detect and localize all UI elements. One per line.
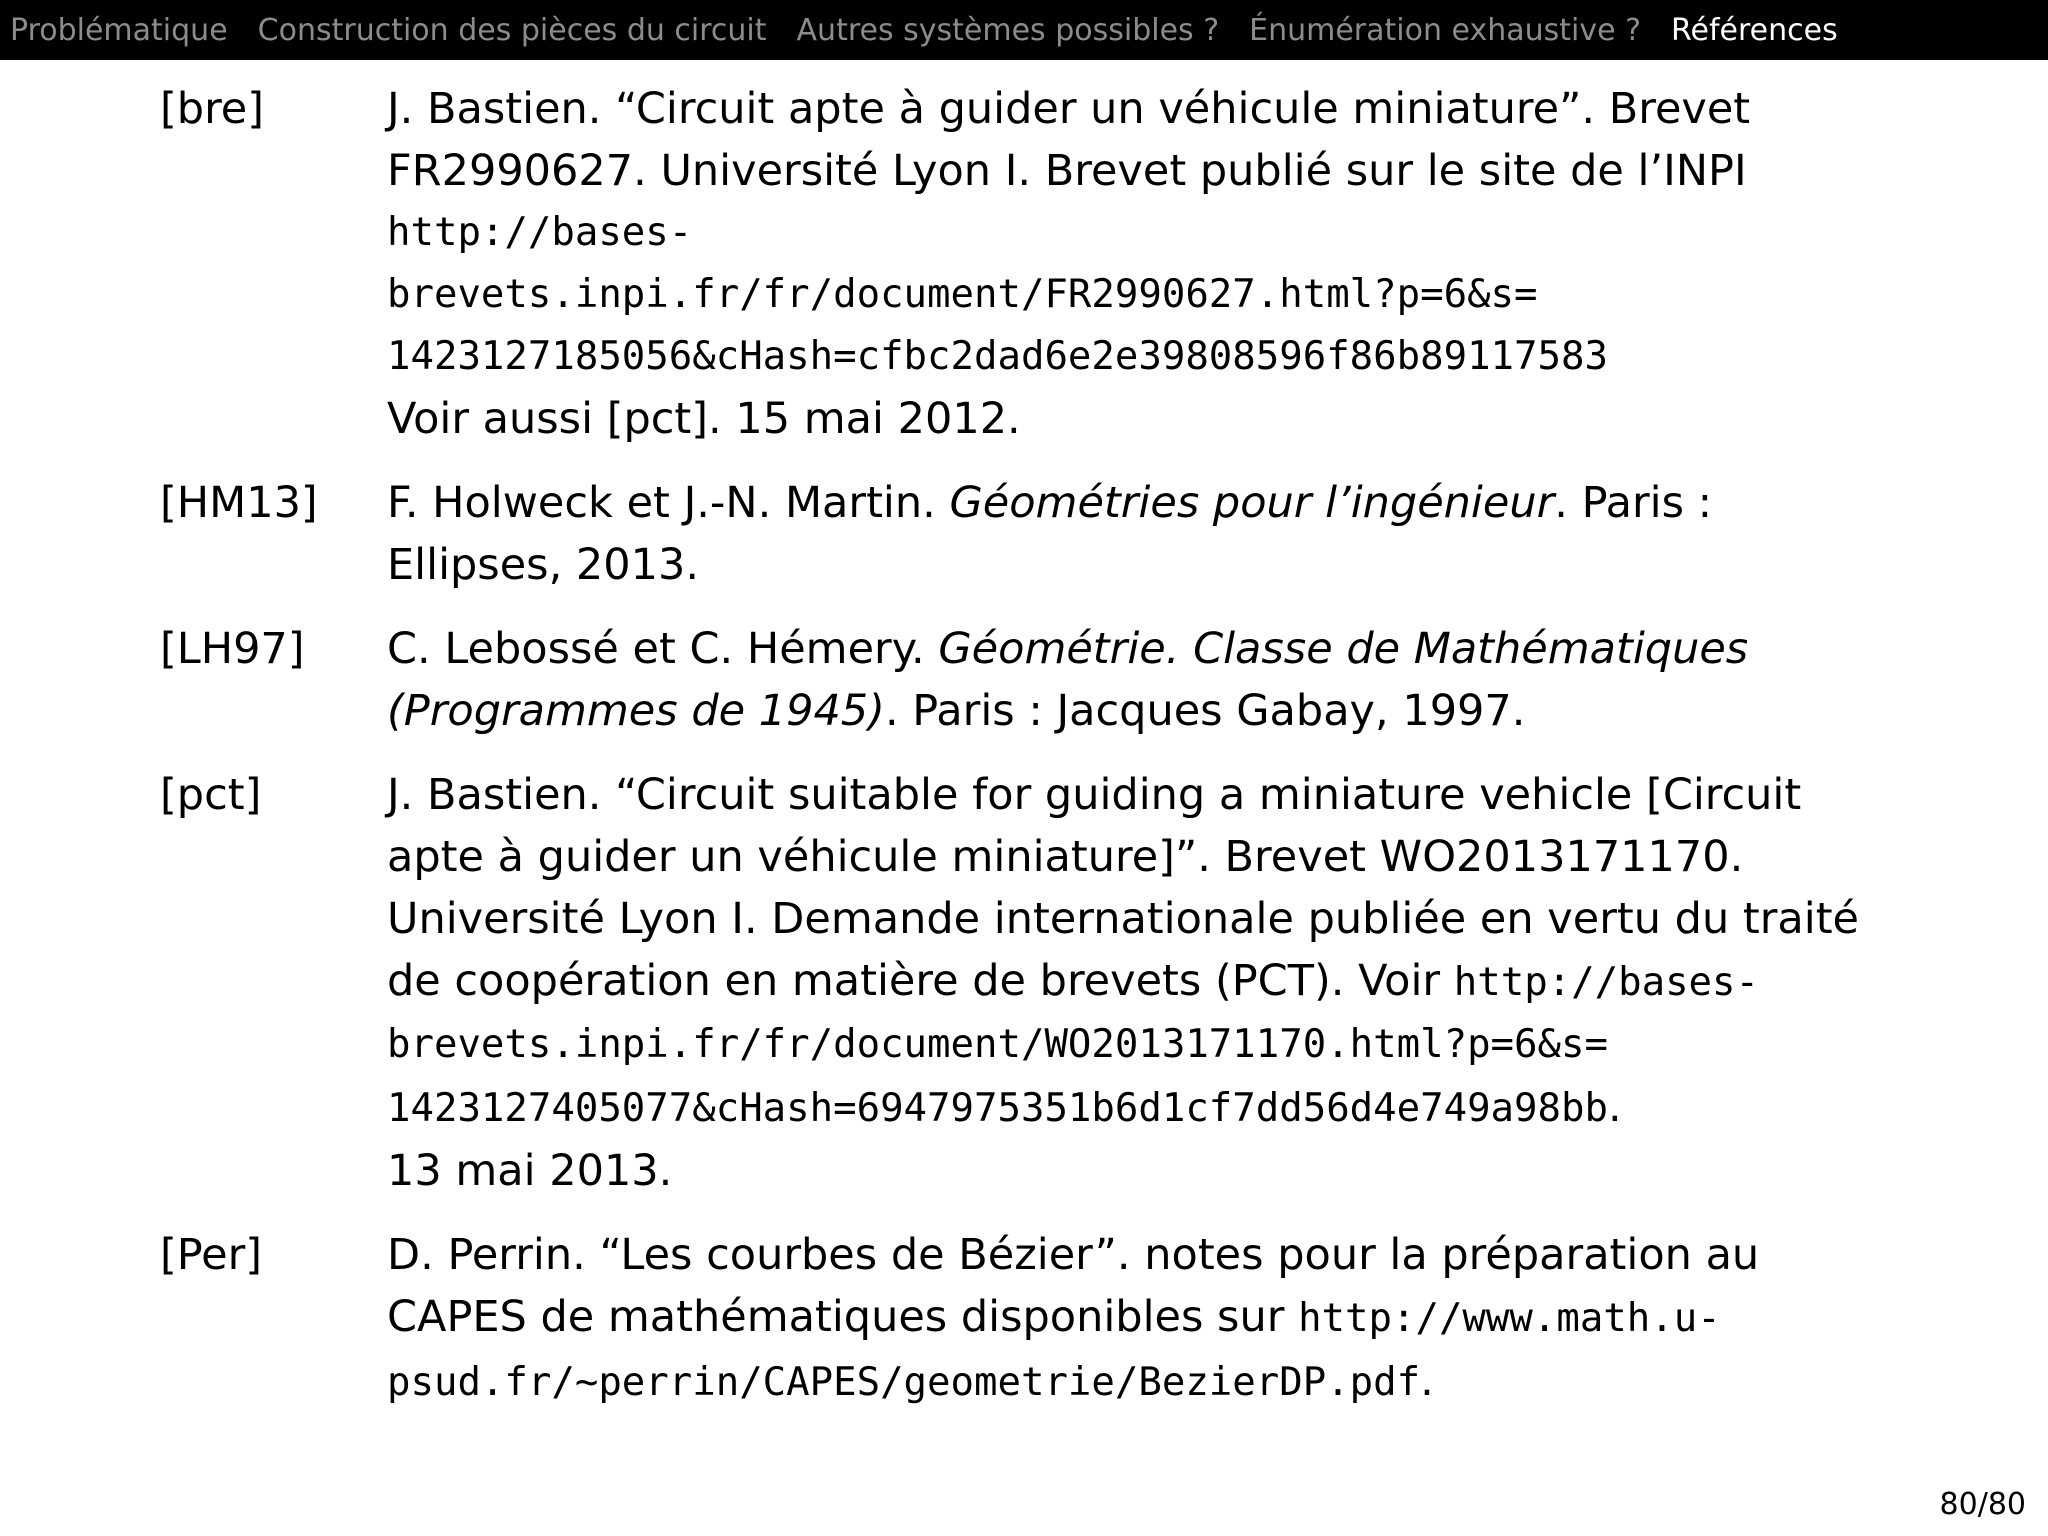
reference-url-link[interactable]: brevets.inpi.fr/fr/document/WO2013171170.html?p=6&s= — [387, 1022, 1608, 1067]
reference-url-link[interactable]: 1423127405077&cHash=6947975351b6d1cf7dd56d4e749a98bb — [387, 1086, 1608, 1131]
bibliography-list — [160, 78, 1890, 1436]
reference-text-part: . — [1607, 1082, 1622, 1132]
reference-line: D. Perrin. “Les courbes de Bézier”. notes pour la préparation au — [387, 1230, 1760, 1280]
reference-line — [387, 950, 1890, 1014]
reference-line: apte à guider un véhicule miniature]”. Brevet WO2013171170. — [387, 832, 1744, 882]
reference-line: 13 mai 2013. — [387, 1146, 673, 1196]
reference-url-link[interactable]: http://bases- — [1453, 960, 1759, 1005]
nav-item-autres-systemes[interactable]: Autres systèmes possibles ? — [796, 12, 1220, 48]
nav-item-construction[interactable]: Construction des pièces du circuit — [257, 12, 767, 48]
reference-title: (Programmes de 1945) — [387, 686, 885, 736]
reference-line: J. Bastien. “Circuit suitable for guiding a miniature vehicle [Circuit — [387, 770, 1802, 820]
reference-pct — [160, 764, 1890, 1202]
reference-text — [387, 78, 1890, 450]
reference-publisher: . Paris : Jacques Gabay, 1997. — [884, 686, 1526, 736]
reference-publisher: . Paris : — [1554, 478, 1713, 528]
reference-line: J. Bastien. “Circuit apte à guider un véhicule miniature”. Brevet — [387, 84, 1751, 134]
reference-hm13 — [160, 472, 1890, 596]
reference-text — [387, 472, 1890, 596]
reference-line — [387, 1076, 1890, 1140]
reference-key: [Per] — [160, 1230, 263, 1280]
nav-item-enumeration[interactable]: Énumération exhaustive ? — [1249, 12, 1641, 48]
reference-text — [387, 764, 1890, 1202]
reference-line — [387, 1350, 1890, 1414]
reference-line: Voir aussi [pct]. 15 mai 2012. — [387, 394, 1021, 444]
reference-text-part: CAPES de mathématiques disponibles sur — [387, 1292, 1299, 1342]
reference-url-link[interactable]: http://bases- — [387, 210, 693, 255]
reference-text — [387, 618, 1890, 742]
reference-text-part: de coopération en matière de brevets (PCT). Voir — [387, 956, 1454, 1006]
reference-line — [387, 472, 1890, 534]
reference-line: Ellipses, 2013. — [387, 540, 700, 590]
page-number: 80/80 — [1939, 1487, 2026, 1522]
reference-key: [pct] — [160, 770, 262, 820]
reference-title: Géométries pour l’ingénieur — [949, 478, 1555, 528]
reference-per — [160, 1224, 1890, 1414]
reference-authors: F. Holweck et J.-N. Martin. — [387, 478, 950, 528]
reference-line: Université Lyon I. Demande internationale publiée en vertu du traité — [387, 894, 1860, 944]
nav-item-problematique[interactable]: Problématique — [10, 12, 228, 48]
reference-url-link[interactable]: 1423127185056&cHash=cfbc2dad6e2e39808596f86b89117583 — [387, 334, 1608, 379]
reference-text-part: . — [1420, 1356, 1434, 1406]
reference-line: FR2990627. Université Lyon I. Brevet publié sur le site de l’INPI — [387, 146, 1747, 196]
reference-title: Géométrie. Classe de Mathématiques — [938, 624, 1749, 674]
reference-key: [HM13] — [160, 478, 318, 528]
reference-line — [387, 680, 1890, 742]
reference-key: [bre] — [160, 84, 265, 134]
reference-line — [387, 618, 1890, 680]
reference-key: [LH97] — [160, 624, 305, 674]
reference-line — [387, 1286, 1890, 1350]
reference-text — [387, 1224, 1890, 1414]
reference-url-link[interactable]: http://www.math.u- — [1298, 1296, 1721, 1341]
reference-authors: C. Lebossé et C. Hémery. — [387, 624, 939, 674]
reference-bre — [160, 78, 1890, 450]
reference-lh97 — [160, 618, 1890, 742]
section-navbar — [0, 0, 2048, 60]
nav-item-references[interactable]: Références — [1671, 12, 1838, 48]
reference-url-link[interactable]: psud.fr/~perrin/CAPES/geometrie/BezierDP.pdf — [387, 1360, 1421, 1405]
reference-url-link[interactable]: brevets.inpi.fr/fr/document/FR2990627.html?p=6&s= — [387, 272, 1538, 317]
